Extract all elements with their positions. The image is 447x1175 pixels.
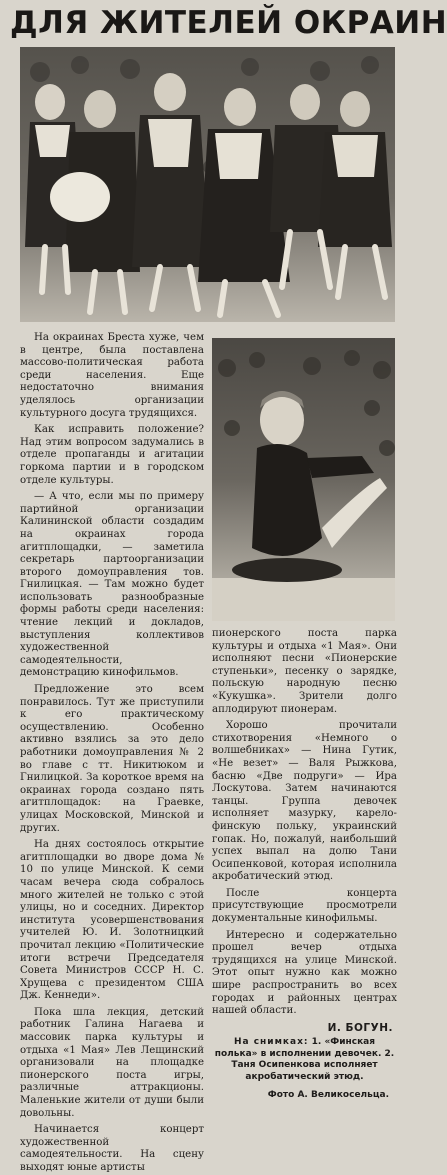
paragraph: На окраинах Бреста хуже, чем в центре, была поставлена массово-политическая работа среди населения. Еще недостаточно внимания уделялось организации культурного досуга трудящихся. — [20, 332, 204, 419]
acrobat-girl-photo — [212, 338, 395, 621]
paragraph: пионерского поста парка культуры и отдыха «1 Мая». Они исполняют песни «Пионерские ступеньки», песенку о зарядке, польскую народную песню «Кукушка». Зрители долго аплодируют пионерам. — [212, 628, 397, 715]
paragraph: Хорошо прочитали стихотворения «Немного о волшебниках» — Нина Гутик, «Не везет» — Валя Рыжкова, басню «Две подруги» — Ира Лоскутова. Затем начинаются танцы. Группа девочек исполняет мазурку, карело-финскую польку, украинский гопак. Но, пожалуй, наибольший успех выпал на долю Тани Осипенковой, которая исполнила акробатический этюд. — [212, 720, 397, 883]
paragraph: Предложение это всем понравилось. Тут же приступили к его практическому осуществлению. Особенно активно взялись за это дело работники домоуправления № 2 во главе с тт. Никитюком и Гнилицкой. За короткое время на окраинах города создано пять агитплощадок: на Граевке, улицах Московской, Минской и других. — [20, 684, 204, 834]
article-column-left — [20, 332, 204, 1173]
paragraph: Как исправить положение? Над этим вопросом задумались в отделе пропаганды и агитации горкома партии и в городском отделе культуры. — [20, 424, 204, 486]
dancing-girls-photo — [20, 47, 395, 322]
paragraph: Интересно и содержательно прошел вечер отдыха трудящихся на улице Минской. Этот опыт нужно как можно шире распространить во всех городах и районных центрах нашей области. — [212, 929, 397, 1017]
caption-lead: На снимках: — [233, 1037, 309, 1048]
photo-caption — [214, 1037, 395, 1083]
paragraph: На днях состоялось открытие агитплощадки во дворе дома № 10 по улице Минской. К семи часам вечера сюда собралось много жителей не только с этой улицы, но и соседних. Директор института усовершенствования учителей Ю. И. Золотницкий прочитал лекцию «Политические итоги встречи Председателя Совета Министров СССР Н. С. Хрущева с президентом США Дж. Кеннеди». — [20, 839, 204, 1002]
headline: ДЛЯ ЖИТЕЛЕЙ ОКРАИН — [10, 5, 447, 41]
caption-text: 1. «Финская полька» в исполнении девочек. 2. Таня Осипенкова исполняет акробатический этюд. — [214, 1037, 395, 1082]
article-column-right — [212, 628, 397, 1101]
paragraph: Начинается концерт художественной самодеятельности. На сцену выходят юные артисты — [20, 1124, 204, 1173]
paragraph: Пока шла лекция, детский работник Галина Нагаева и массовик парка культуры и отдыха «1 Мая» Лев Лещинский организовали на площадке пионерского поста игры, различные аттракционы. Маленькие жители от души были довольны. — [20, 1006, 204, 1119]
paragraph: — А что, если мы по примеру партийной организации Калининской области создадим на окраинах города агитплощадки, — заметила секретарь партоорганизации второго домоуправления тов. Гнилицкая. — Там можно будет использовать разнообразные формы работы среди населения: чтение лекций и докладов, выступления коллективов художественной самодеятельности, демонстрацию кинофильмов. — [20, 491, 204, 679]
paragraph: После концерта присутствующие просмотрели документальные кинофильмы. — [212, 887, 397, 925]
author-signature: И. БОГУН. — [327, 1021, 393, 1034]
photo-credit: Фото А. Великосельца. — [267, 1090, 389, 1101]
